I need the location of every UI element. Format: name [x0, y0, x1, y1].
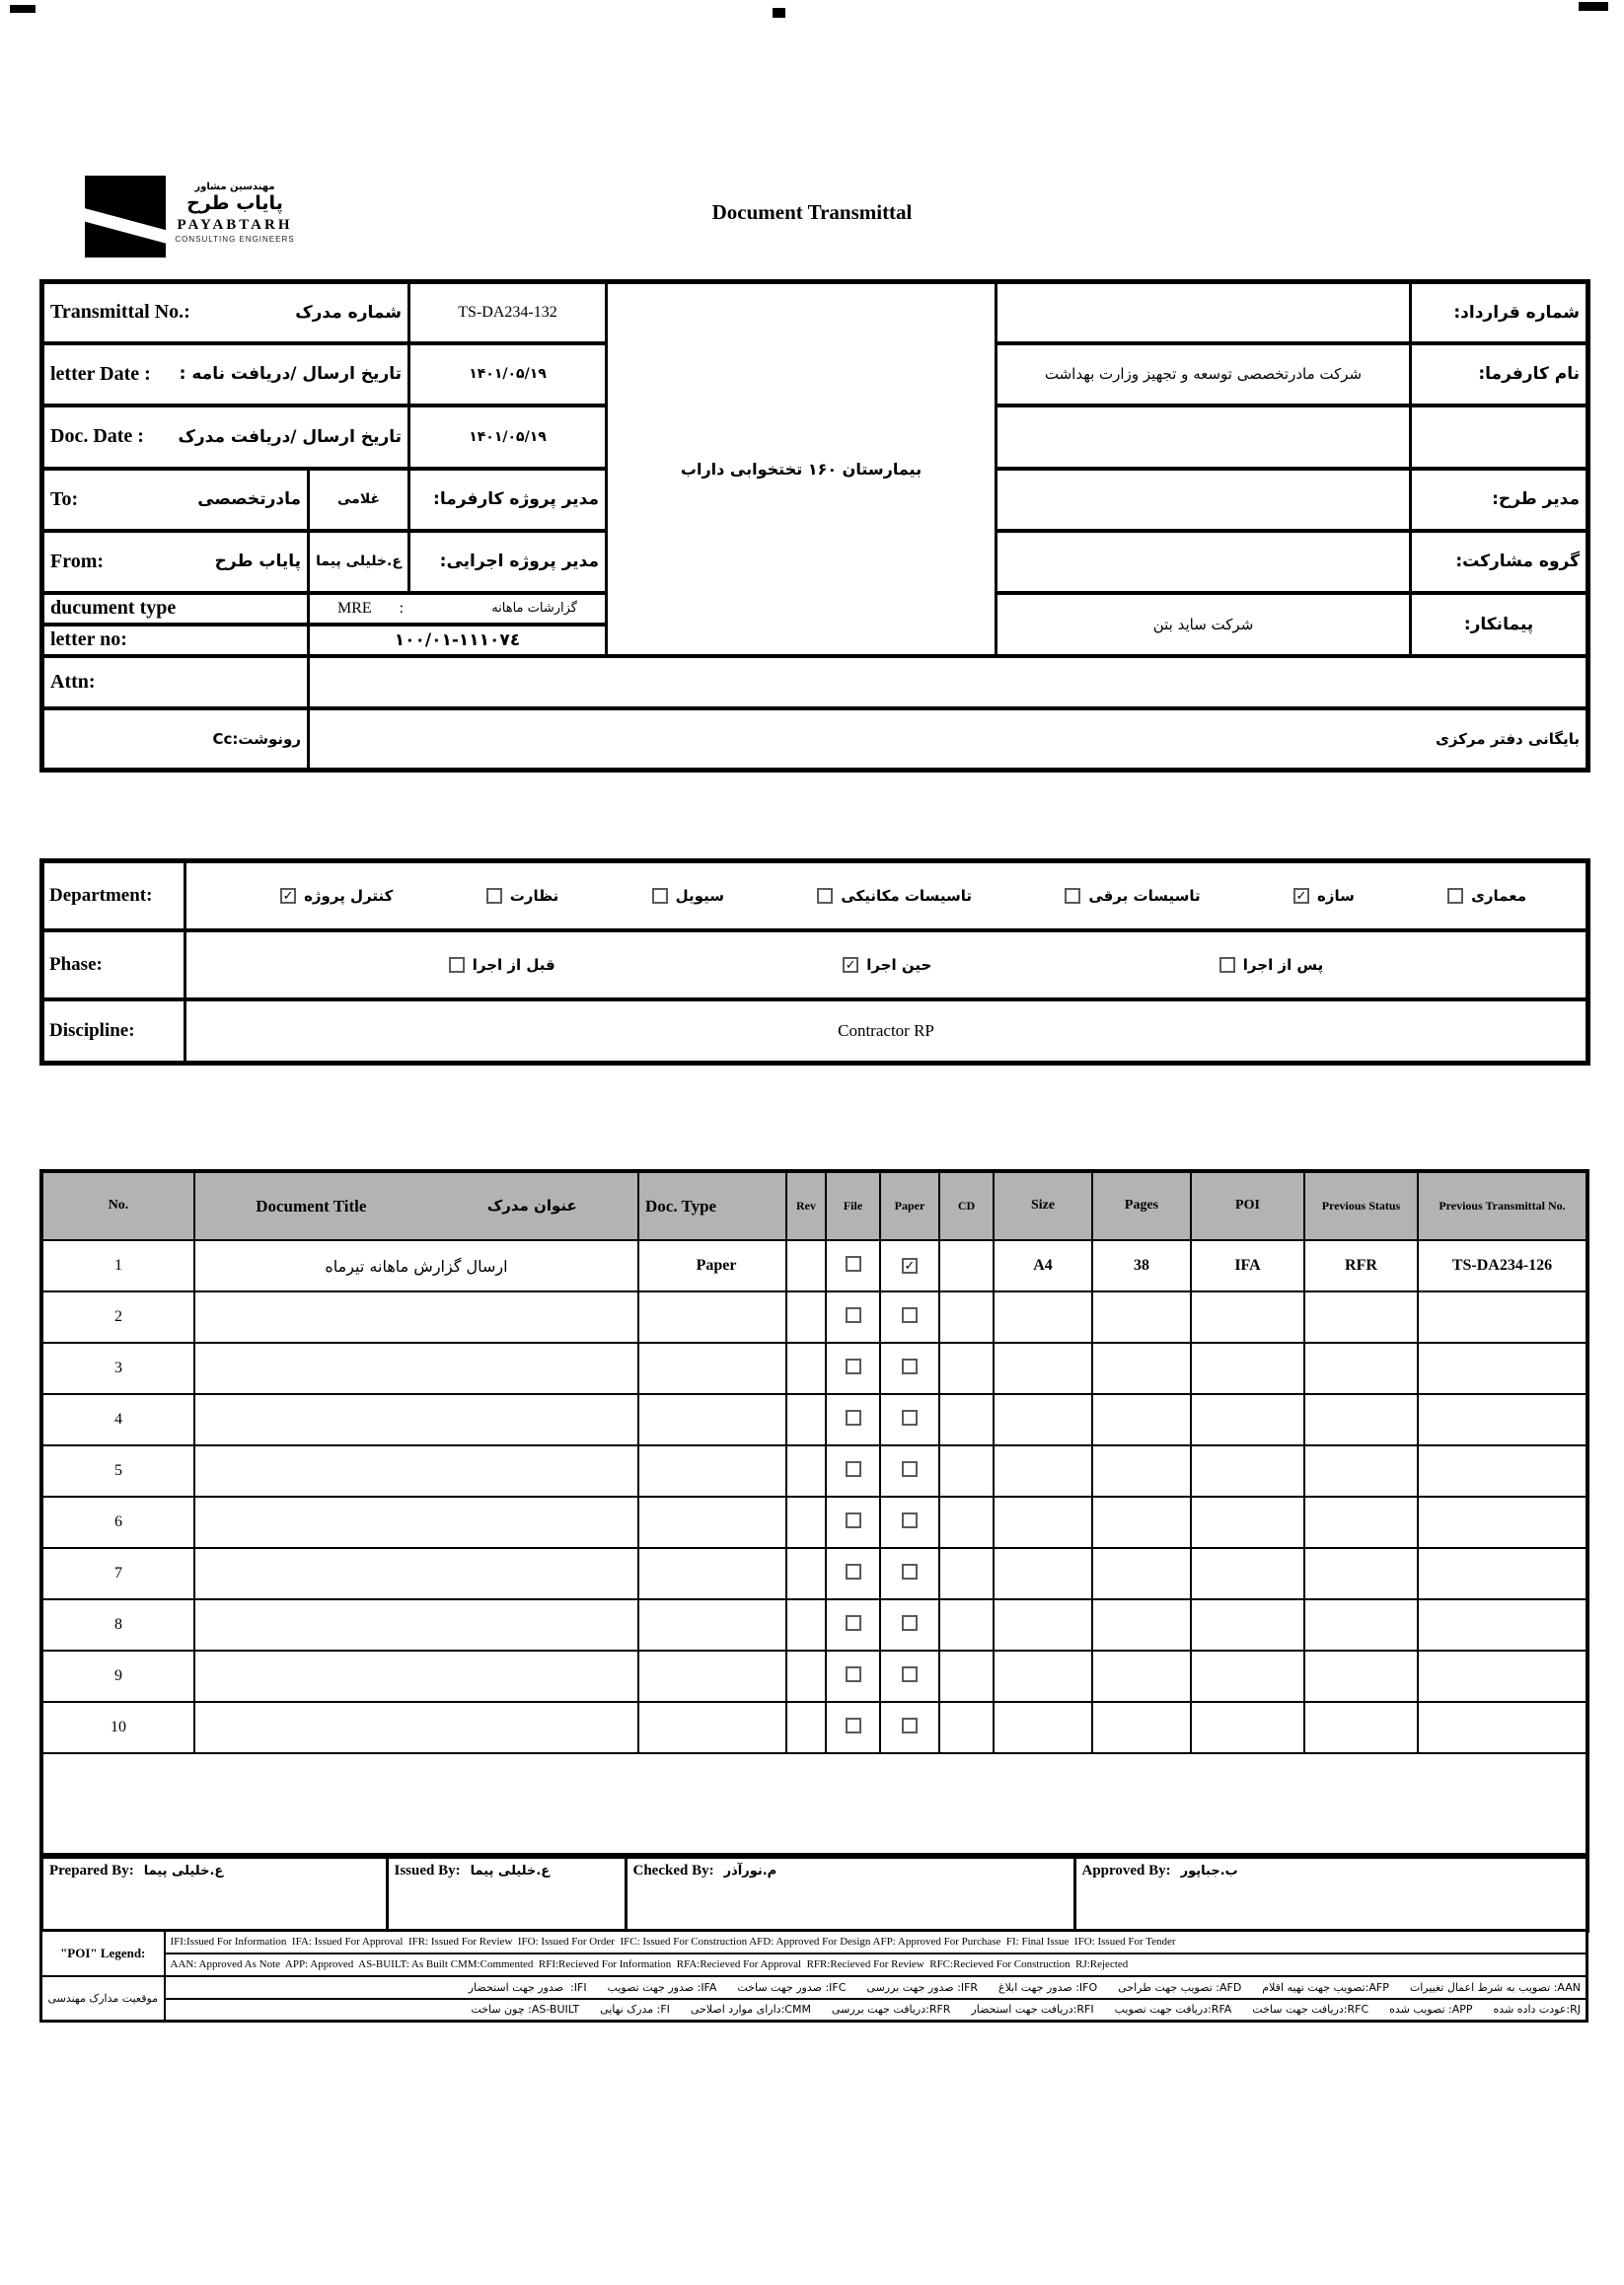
contractor-label: پیمانکار:: [1411, 593, 1588, 656]
doc-paper-checkbox: [880, 1394, 939, 1445]
checkbox-unchecked-icon[interactable]: [902, 1461, 918, 1477]
checkbox-unchecked-icon[interactable]: [902, 1359, 918, 1374]
department-option: [1065, 887, 1200, 905]
checkbox-unchecked-icon[interactable]: [1219, 957, 1235, 973]
checkbox-unchecked-icon[interactable]: [846, 1410, 861, 1426]
doc-prev-status: [1304, 1497, 1418, 1548]
checkbox-unchecked-icon[interactable]: [902, 1307, 918, 1323]
checkbox-unchecked-icon[interactable]: [902, 1615, 918, 1631]
doc-cd: [939, 1548, 994, 1599]
legend-side-label-fa: موقعیت مدارک مهندسی: [41, 1976, 165, 2022]
from-person: ع.خلیلی پیما: [309, 531, 409, 593]
doc-no: 9: [41, 1651, 194, 1702]
logo-fa-name: پایاب طرح: [186, 191, 283, 214]
header-prev-transmittal: Previous Transmittal No.: [1418, 1171, 1587, 1240]
doc-cd: [939, 1651, 994, 1702]
letter-no-value: ۱۰۰/۰۱-۱۱۱۰۷٤: [394, 629, 521, 650]
phase-option-label: پس از اجرا: [1242, 955, 1324, 974]
document-row: [41, 1599, 1587, 1651]
doc-rev: [786, 1445, 826, 1497]
doc-date-label-cell: [42, 405, 409, 469]
checkbox-unchecked-icon[interactable]: [1065, 888, 1080, 904]
checked-by-cell: [626, 1857, 1074, 1931]
doc-pages: [1092, 1651, 1191, 1702]
prepared-by-name: ع.خلیلی پیما: [143, 1864, 224, 1879]
doc-pages: [1092, 1291, 1191, 1343]
department-option: [652, 887, 724, 905]
classification-table: [39, 858, 1590, 1066]
doc-no: 1: [41, 1240, 194, 1291]
phase-option-label: قبل از اجرا: [472, 955, 555, 974]
doc-prev-status: [1304, 1702, 1418, 1753]
poi-legend-table: [39, 1929, 1588, 2023]
legend-farsi-line1: AAN: تصویب به شرط اعمال تغییرات AFP:تصویب جهت تهیه اقلام AFD: تصویب جهت طراحی IFO: صدور جهت ابلاغ IFR: صدور جهت بررسی IFC: صدور جهت ساخت IFA: صدور جهت تصویب IFI: صدور جهت استحضار: [165, 1976, 1587, 1999]
checkbox-unchecked-icon[interactable]: [902, 1410, 918, 1426]
doc-pages: [1092, 1445, 1191, 1497]
header-doc-type: Doc. Type: [638, 1171, 786, 1240]
checkbox-unchecked-icon[interactable]: [846, 1615, 861, 1631]
client-name-label: نام کارفرما:: [1411, 343, 1588, 405]
doc-prev-transmittal: [1418, 1343, 1587, 1394]
checkbox-unchecked-icon[interactable]: [902, 1564, 918, 1580]
doc-prev-transmittal: [1418, 1291, 1587, 1343]
legend-english-line2: AAN: Approved As Note APP: Approved AS-BUILT: As Built CMM:Commented RFI:Recieved For Information RFA:Recieved For Approval RFR:Recieved For Review RFC:Recieved For Construction RJ:Rejected: [165, 1953, 1587, 1976]
document-type-colon: :: [399, 599, 405, 617]
attn-value: [309, 656, 1588, 708]
doc-cd: [939, 1291, 994, 1343]
client-name-value: شرکت مادرتخصصی توسعه و تجهیز وزارت بهداشت: [997, 343, 1411, 405]
doc-no: 6: [41, 1497, 194, 1548]
doc-prev-status: [1304, 1651, 1418, 1702]
department-option-label: کنترل پروژه: [304, 886, 394, 905]
checked-by-name: م.نورآذر: [723, 1864, 777, 1879]
header-file: File: [826, 1171, 880, 1240]
doc-poi: IFA: [1191, 1240, 1304, 1291]
documents-header-row: [41, 1171, 1587, 1240]
doc-prev-status: [1304, 1445, 1418, 1497]
department-option-label: معماری: [1471, 886, 1526, 905]
issued-by-label: Issued By:: [394, 1863, 461, 1879]
legend-english-line1: IFI:Issued For Information IFA: Issued For Approval IFR: Issued For Review IFO: Issued For Order IFC: Issued For Construction AFD: Approved For Design AFP: Approved For Purchase FI: Final Issue IFO: Issued For Tender: [165, 1931, 1587, 1953]
document-row: [41, 1240, 1587, 1291]
doc-size: [994, 1343, 1092, 1394]
doc-cd: [939, 1497, 994, 1548]
department-option-label: تاسیسات مکانیکی: [841, 886, 972, 905]
issued-by-cell: [387, 1857, 626, 1931]
prepared-by-label: Prepared By:: [49, 1863, 134, 1879]
doc-poi: [1191, 1599, 1304, 1651]
checkbox-unchecked-icon[interactable]: [846, 1359, 861, 1374]
client-pm-value: [997, 469, 1411, 531]
document-row: [41, 1702, 1587, 1753]
department-option-label: تاسیسات برقی: [1088, 886, 1201, 905]
scan-artifact: [1579, 2, 1608, 11]
document-row: [41, 1343, 1587, 1394]
document-type-value-cell: [309, 593, 607, 625]
doc-prev-transmittal: [1418, 1702, 1587, 1753]
from-label: From:: [50, 550, 105, 572]
client-pm-label: مدیر پروژه کارفرما:: [409, 469, 607, 531]
issued-by-name: ع.خلیلی پیما: [470, 1864, 551, 1879]
document-row: [41, 1394, 1587, 1445]
doc-title: [194, 1548, 638, 1599]
department-option: [1447, 887, 1526, 905]
approved-by-name: ب.جباپور: [1180, 1864, 1238, 1879]
doc-title: [194, 1291, 638, 1343]
doc-pages: [1092, 1599, 1191, 1651]
checkbox-unchecked-icon[interactable]: [846, 1512, 861, 1528]
empty-cell: [1411, 405, 1588, 469]
doc-type: Paper: [638, 1240, 786, 1291]
doc-size: [994, 1291, 1092, 1343]
header-no: No.: [41, 1171, 194, 1240]
header-rev: Rev: [786, 1171, 826, 1240]
doc-prev-transmittal: TS-DA234-126: [1418, 1240, 1587, 1291]
from-entity: پایاب طرح: [214, 552, 301, 571]
scan-artifact: [10, 5, 36, 13]
doc-cd: [939, 1599, 994, 1651]
phase-options-cell: [185, 930, 1588, 999]
doc-rev: [786, 1651, 826, 1702]
legend-farsi-line2: RJ:عودت داده شده APP: تصویب شده RFC:دریافت جهت ساخت RFA:دریافت جهت تصویب RFI:دریافت جهت استحضار RFR:دریافت جهت بررسی CMM:دارای موارد اصلاحی FI: مدرک نهایی AS-BUILT: چون ساخت: [165, 1999, 1587, 2022]
contract-no-value: [997, 282, 1411, 343]
checkbox-unchecked-icon[interactable]: [817, 888, 833, 904]
scan-artifact: [773, 8, 785, 18]
doc-prev-transmittal: [1418, 1394, 1587, 1445]
doc-rev: [786, 1291, 826, 1343]
header-title: [194, 1171, 638, 1240]
doc-file-checkbox: [826, 1497, 880, 1548]
doc-type: [638, 1445, 786, 1497]
doc-file-checkbox: [826, 1548, 880, 1599]
header-prev-status: Previous Status: [1304, 1171, 1418, 1240]
doc-prev-transmittal: [1418, 1548, 1587, 1599]
department-option: [280, 887, 393, 905]
attn-label: Attn:: [42, 656, 309, 708]
doc-size: [994, 1445, 1092, 1497]
doc-prev-transmittal: [1418, 1497, 1587, 1548]
doc-prev-status: [1304, 1291, 1418, 1343]
doc-title: ارسال گزارش ماهانه تیرماه: [194, 1240, 638, 1291]
doc-prev-transmittal: [1418, 1599, 1587, 1651]
approved-by-label: Approved By:: [1081, 1863, 1171, 1879]
to-label: To:: [50, 487, 79, 510]
doc-paper-checkbox: [880, 1240, 939, 1291]
department-options-cell: [185, 861, 1588, 930]
doc-pages: [1092, 1548, 1191, 1599]
header-title-fa: عنوان مدرک: [486, 1196, 577, 1215]
doc-title: [194, 1445, 638, 1497]
phase-option: [843, 956, 931, 974]
from-cell: [42, 531, 309, 593]
doc-poi: [1191, 1651, 1304, 1702]
doc-title: [194, 1702, 638, 1753]
checkbox-unchecked-icon[interactable]: [902, 1718, 918, 1733]
doc-size: [994, 1599, 1092, 1651]
doc-title: [194, 1394, 638, 1445]
checkbox-checked-icon[interactable]: [843, 957, 858, 973]
header-paper: Paper: [880, 1171, 939, 1240]
header-poi: POI: [1191, 1171, 1304, 1240]
doc-pages: [1092, 1497, 1191, 1548]
doc-rev: [786, 1599, 826, 1651]
header-pages: Pages: [1092, 1171, 1191, 1240]
empty-footer-strip: [41, 1753, 1587, 1855]
header-size: Size: [994, 1171, 1092, 1240]
checkbox-unchecked-icon[interactable]: [846, 1564, 861, 1580]
prepared-by-cell: [41, 1857, 387, 1931]
department-options: [186, 887, 1586, 905]
doc-prev-status: [1304, 1599, 1418, 1651]
doc-paper-checkbox: [880, 1343, 939, 1394]
doc-type: [638, 1394, 786, 1445]
checkbox-unchecked-icon[interactable]: [846, 1461, 861, 1477]
doc-no: 5: [41, 1445, 194, 1497]
doc-no: 3: [41, 1343, 194, 1394]
checkbox-unchecked-icon[interactable]: [846, 1256, 861, 1272]
doc-paper-checkbox: [880, 1445, 939, 1497]
doc-rev: [786, 1240, 826, 1291]
logo-en-subtitle: CONSULTING ENGINEERS: [175, 234, 295, 244]
doc-rev: [786, 1343, 826, 1394]
doc-poi: [1191, 1548, 1304, 1599]
doc-file-checkbox: [826, 1599, 880, 1651]
checkbox-unchecked-icon[interactable]: [846, 1718, 861, 1733]
doc-poi: [1191, 1291, 1304, 1343]
phase-option: [1219, 956, 1323, 974]
document-rows: [41, 1240, 1587, 1753]
approved-by-cell: [1074, 1857, 1587, 1931]
header-title-en: Document Title: [256, 1196, 367, 1216]
to-entity: مادرتخصصی: [197, 489, 301, 509]
department-label: Department:: [42, 861, 185, 930]
doc-size: [994, 1548, 1092, 1599]
doc-prev-status: RFR: [1304, 1240, 1418, 1291]
doc-title: [194, 1497, 638, 1548]
partnership-label: گروه مشارکت:: [1411, 531, 1588, 593]
doc-paper-checkbox: [880, 1651, 939, 1702]
cc-value: بایگانی دفتر مرکزی: [309, 708, 1588, 771]
doc-cd: [939, 1702, 994, 1753]
contractor-value: شرکت ساید بتن: [997, 593, 1411, 656]
doc-paper-checkbox: [880, 1291, 939, 1343]
doc-paper-checkbox: [880, 1497, 939, 1548]
doc-no: 2: [41, 1291, 194, 1343]
doc-poi: [1191, 1394, 1304, 1445]
phase-option-label: حین اجرا: [866, 955, 932, 974]
doc-no: 7: [41, 1548, 194, 1599]
doc-no: 10: [41, 1702, 194, 1753]
department-option: [486, 887, 559, 905]
doc-paper-checkbox: [880, 1702, 939, 1753]
doc-type: [638, 1651, 786, 1702]
checkbox-unchecked-icon[interactable]: [449, 957, 465, 973]
document-type-value: MRE: [337, 599, 372, 617]
doc-file-checkbox: [826, 1651, 880, 1702]
doc-date-label-fa: تاریخ ارسال /دریافت مدرک: [178, 426, 402, 447]
department-option-label: سازه: [1316, 886, 1355, 905]
doc-file-checkbox: [826, 1291, 880, 1343]
project-name: بیمارستان ۱۶۰ تختخوابی داراب: [607, 282, 997, 656]
letter-date-label-en: letter Date :: [50, 362, 151, 385]
document-row: [41, 1651, 1587, 1702]
department-option: [817, 887, 972, 905]
doc-cd: [939, 1394, 994, 1445]
doc-size: [994, 1651, 1092, 1702]
doc-title: [194, 1343, 638, 1394]
document-type-fa: گزارشات ماهانه: [491, 601, 577, 616]
checkbox-unchecked-icon[interactable]: [902, 1512, 918, 1528]
doc-size: A4: [994, 1240, 1092, 1291]
doc-no: 4: [41, 1394, 194, 1445]
doc-prev-status: [1304, 1394, 1418, 1445]
checkbox-checked-icon[interactable]: [902, 1258, 918, 1274]
letter-no-value-cell: [309, 625, 607, 656]
empty-cell: [41, 1753, 1587, 1855]
doc-date-label-en: Doc. Date :: [50, 425, 144, 447]
documents-table: [39, 1169, 1589, 1857]
doc-file-checkbox: [826, 1343, 880, 1394]
doc-file-checkbox: [826, 1394, 880, 1445]
doc-pages: [1092, 1394, 1191, 1445]
doc-size: [994, 1394, 1092, 1445]
doc-rev: [786, 1548, 826, 1599]
doc-title: [194, 1599, 638, 1651]
doc-poi: [1191, 1343, 1304, 1394]
checkbox-unchecked-icon[interactable]: [1447, 888, 1463, 904]
doc-cd: [939, 1240, 994, 1291]
transmittal-no-label-cell: [42, 282, 409, 343]
checkbox-unchecked-icon[interactable]: [652, 888, 668, 904]
doc-cd: [939, 1343, 994, 1394]
document-row: [41, 1291, 1587, 1343]
checkbox-unchecked-icon[interactable]: [486, 888, 502, 904]
phase-option: [449, 956, 555, 974]
checkbox-checked-icon[interactable]: [280, 888, 296, 904]
doc-type: [638, 1599, 786, 1651]
document-row: [41, 1548, 1587, 1599]
department-option-label: نظارت: [509, 886, 559, 905]
doc-file-checkbox: [826, 1702, 880, 1753]
doc-rev: [786, 1497, 826, 1548]
document-type-label: ducument type: [42, 593, 309, 625]
poi-legend-label: "POI" Legend:: [41, 1931, 165, 1976]
discipline-value: Contractor RP: [185, 999, 1588, 1064]
transmittal-info-table: [39, 279, 1590, 773]
doc-rev: [786, 1394, 826, 1445]
doc-size: [994, 1702, 1092, 1753]
doc-type: [638, 1291, 786, 1343]
to-person: غلامی: [309, 469, 409, 531]
logo-en-name: PAYABTARH: [177, 217, 293, 234]
doc-pages: 38: [1092, 1240, 1191, 1291]
document-row: [41, 1497, 1587, 1548]
contract-no-label: شماره قرارداد:: [1411, 282, 1588, 343]
doc-paper-checkbox: [880, 1548, 939, 1599]
doc-size: [994, 1497, 1092, 1548]
doc-title: [194, 1651, 638, 1702]
doc-prev-transmittal: [1418, 1651, 1587, 1702]
doc-poi: [1191, 1445, 1304, 1497]
doc-no: 8: [41, 1599, 194, 1651]
cc-label: رونوشت:Cc: [42, 708, 309, 771]
doc-type: [638, 1497, 786, 1548]
checked-by-label: Checked By:: [632, 1863, 714, 1879]
letter-no-label: letter no:: [42, 625, 309, 656]
doc-rev: [786, 1702, 826, 1753]
doc-file-checkbox: [826, 1240, 880, 1291]
letter-date-label-fa: تاریخ ارسال /دریافت نامه :: [179, 364, 402, 384]
design-manager-label: مدیر طرح:: [1411, 469, 1588, 531]
department-option-label: سیویل: [675, 886, 724, 905]
logo-fa-subtitle: مهندسین مشاور: [194, 182, 275, 192]
department-option: [1293, 887, 1355, 905]
document-row: [41, 1445, 1587, 1497]
partnership-value: [997, 531, 1411, 593]
page-title: Document Transmittal: [711, 200, 913, 224]
header-cd: CD: [939, 1171, 994, 1240]
doc-poi: [1191, 1497, 1304, 1548]
signatures-table: [39, 1855, 1589, 1933]
letter-date-value: ۱۴۰۱/۰۵/۱۹: [409, 343, 607, 405]
checkbox-checked-icon[interactable]: [1293, 888, 1309, 904]
doc-date-value: ۱۴۰۱/۰۵/۱۹: [409, 405, 607, 469]
empty-cell: [997, 405, 1411, 469]
doc-file-checkbox: [826, 1445, 880, 1497]
discipline-label: Discipline:: [42, 999, 185, 1064]
doc-type: [638, 1702, 786, 1753]
doc-paper-checkbox: [880, 1599, 939, 1651]
doc-prev-status: [1304, 1548, 1418, 1599]
phase-options: [186, 956, 1586, 974]
checkbox-unchecked-icon[interactable]: [846, 1666, 861, 1682]
transmittal-no-label-en: Transmittal No.:: [50, 301, 190, 324]
executive-pm-label: مدیر پروژه اجرایی:: [409, 531, 607, 593]
doc-poi: [1191, 1702, 1304, 1753]
doc-type: [638, 1548, 786, 1599]
letter-date-label-cell: [42, 343, 409, 405]
checkbox-unchecked-icon[interactable]: [902, 1666, 918, 1682]
doc-pages: [1092, 1702, 1191, 1753]
doc-pages: [1092, 1343, 1191, 1394]
checkbox-unchecked-icon[interactable]: [846, 1307, 861, 1323]
doc-cd: [939, 1445, 994, 1497]
transmittal-no-value: TS-DA234-132: [409, 282, 607, 343]
to-cell: [42, 469, 309, 531]
transmittal-no-label-fa: شماره مدرک: [295, 302, 402, 323]
phase-label: Phase:: [42, 930, 185, 999]
doc-prev-transmittal: [1418, 1445, 1587, 1497]
doc-prev-status: [1304, 1343, 1418, 1394]
doc-type: [638, 1343, 786, 1394]
